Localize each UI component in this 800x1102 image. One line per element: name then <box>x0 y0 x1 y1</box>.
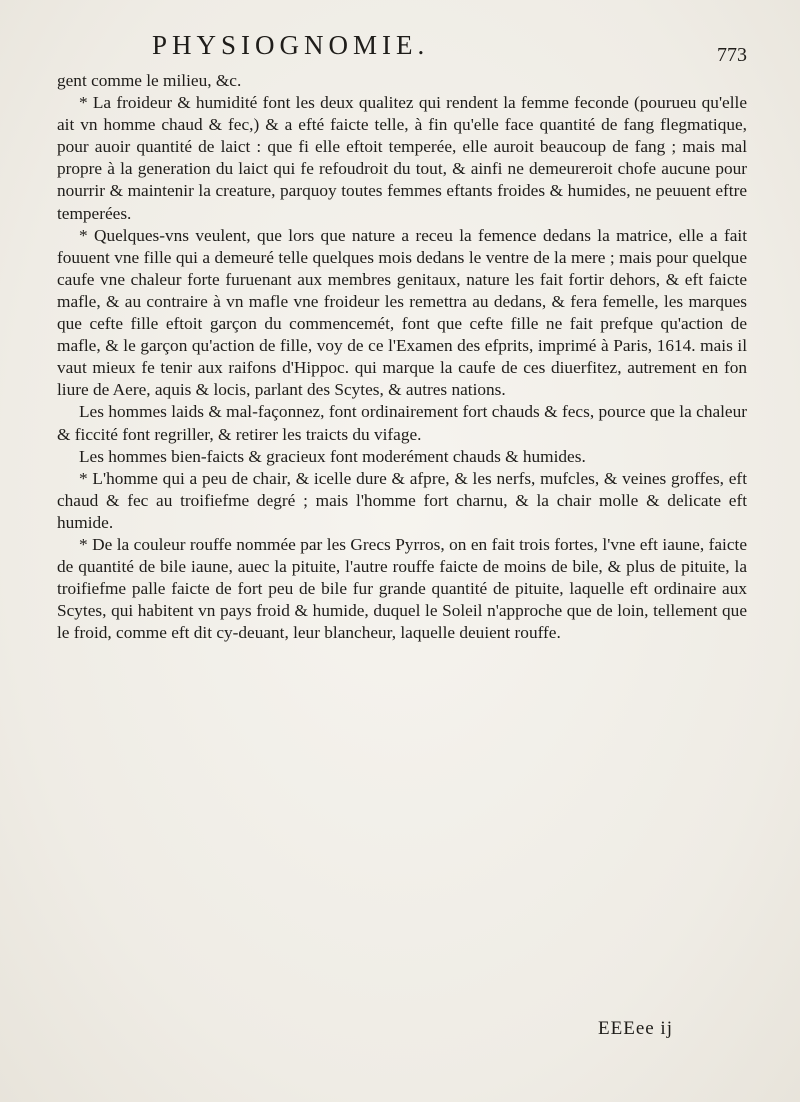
paragraph-peu-de-chair: * L'homme qui a peu de chair, & icelle dure & afpre, & les nerfs, mufcles, & veines groffes, eft chaud & fec au troifiefme degré ; mais l'homme fort charnu, & la chair molle & delicate eft humide. <box>57 468 747 532</box>
paragraph-couleur-rousse: * De la couleur rouffe nommée par les Grecs Pyrros, on en fait trois fortes, l'vne eft iaune, faicte de quantité de bile iaune, auec la pituite, l'autre rouffe faicte de moins de bile, & plus de pituite, la troifiefme palle faicte de fort peu de bile fur grande quantité de pituite, laquelle eft ordinaire aux Scytes, qui habitent vn pays froid & humide, duquel le Soleil n'approche que de loin, tellement que le froid, comme eft dit cy-deuant, leur blancheur, laquelle deuient rouffe. <box>57 534 747 643</box>
page-number: 773 <box>717 44 747 66</box>
paragraph-hommes-laids: Les hommes laids & mal-façonnez, font ordinairement fort chauds & fecs, pource que la chaleur & ficcité font regriller, & retirer les traicts du vifage. <box>57 402 747 444</box>
body-text <box>57 70 747 644</box>
paragraph-froideur: * La froideur & humidité font les deux qualitez qui rendent la femme feconde (pourueu qu'elle ait vn homme chaud & fec,) & a efté faicte telle, à fin qu'elle face quantité de fang flegmatique, pour auoir quantité de laict : que fi elle eftoit temperée, elle auroit beaucoup de fang ; mais mal propre à la generation du laict qui fe refoudroit du tout, & ainfi ne demeureroit chofe aucune pour nourrir & maintenir la creature, parquoy toutes femmes eftants froides & humides, ne peuuent eftre temperées. <box>57 93 747 223</box>
catchword-signature: EEEee ij <box>598 1018 673 1039</box>
page-header <box>0 18 800 68</box>
paragraph-quelques-vns: * Quelques-vns veulent, que lors que nature a receu la femence dedans la matrice, elle a fait fouuent vne fille qui a demeuré telle quelques mois dedans le ventre de la mere ; mais pour quelque caufe vne chaleur forte furuenant aux membres genitaux, nature les fait fortir dehors, & eft faicte mafle, & au contraire à vn mafle vne froideur les remettra au dedans, & fera femelle, les marques que cefte fille eftoit garçon du commencemét, font que cefte fille ne fait prefque qu'action de mafle, & le garçon qu'action de fille, voy de ce l'Examen des efprits, imprimé à Paris, 1614. mais il vaut mieux fe tenir aux raifons d'Hippoc. qui marque la caufe de ces diuerfitez, autrement en fon liure de Aere, aquis & locis, parlant des Scytes, & autres nations. <box>57 225 747 400</box>
paragraph-bien-faicts: Les hommes bien-faicts & gracieux font moderément chauds & humides. <box>79 446 586 466</box>
running-title: PHYSIOGNOMIE. <box>152 30 430 60</box>
paragraph-continuation: gent comme le milieu, &c. <box>57 71 242 90</box>
